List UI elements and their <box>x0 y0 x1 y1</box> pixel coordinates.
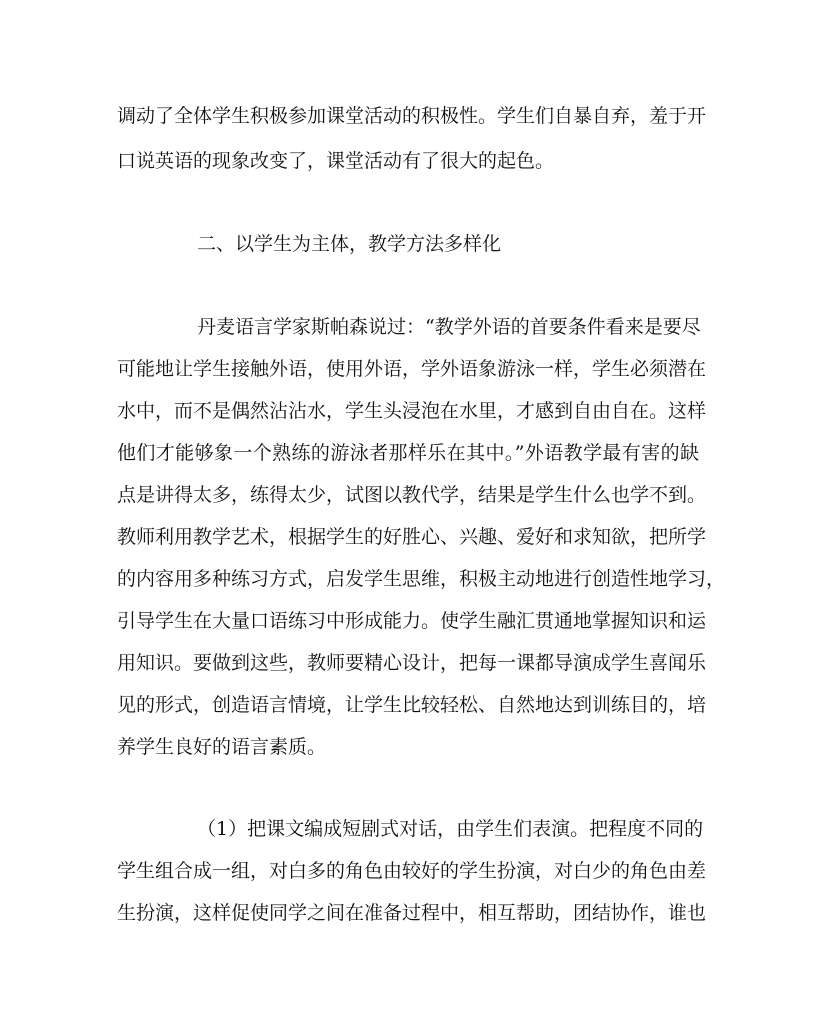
paragraph-line: 口说英语的现象改变了，课堂活动有了很大的起色。 <box>117 150 555 172</box>
paragraph-line: （1）把课文编成短剧式对话，由学生们表演。把程度不同的 <box>197 818 704 840</box>
paragraph-line: 用知识。要做到这些，教师要精心设计，把每一课都导演成学生喜闻乐 <box>117 652 707 674</box>
paragraph-line: 水中，而不是偶然沾沾水，学生头浸泡在水里，才感到自由自在。这样 <box>117 400 707 422</box>
paragraph-line: 他们才能够象一个熟练的游泳者那样乐在其中。”外语教学最有害的缺 <box>117 442 699 464</box>
paragraph-line: 调动了全体学生积极参加课堂活动的积极性。学生们自暴自弃，羞于开 <box>117 105 707 127</box>
paragraph-line: 的内容用多种练习方式，启发学生思维，积极主动地进行创造性地学习， <box>117 568 726 590</box>
section-heading: 二、以学生为主体，教学方法多样化 <box>197 233 502 255</box>
paragraph-line: 生扮演，这样促使同学之间在准备过程中，相互帮助，团结协作，谁也 <box>117 902 707 924</box>
paragraph-line: 学生组合成一组，对白多的角色由较好的学生扮演，对白少的角色由差 <box>117 860 707 882</box>
paragraph-line: 可能地让学生接触外语，使用外语，学外语象游泳一样，学生必须潜在 <box>117 358 707 380</box>
paragraph-line: 见的形式，创造语言情境，让学生比较轻松、自然地达到训练目的，培 <box>117 694 707 716</box>
paragraph-line: 教师利用教学艺术，根据学生的好胜心、兴趣、爱好和求知欲，把所学 <box>117 526 707 548</box>
paragraph-line: 引导学生在大量口语练习中形成能力。使学生融汇贯通地掌握知识和运 <box>117 610 707 632</box>
paragraph-line: 点是讲得太多，练得太少，试图以教代学，结果是学生什么也学不到。 <box>117 484 707 506</box>
paragraph-line: 丹麦语言学家斯帕森说过：“教学外语的首要条件看来是要尽 <box>197 316 701 338</box>
paragraph-line: 养学生良好的语言素质。 <box>117 736 327 758</box>
